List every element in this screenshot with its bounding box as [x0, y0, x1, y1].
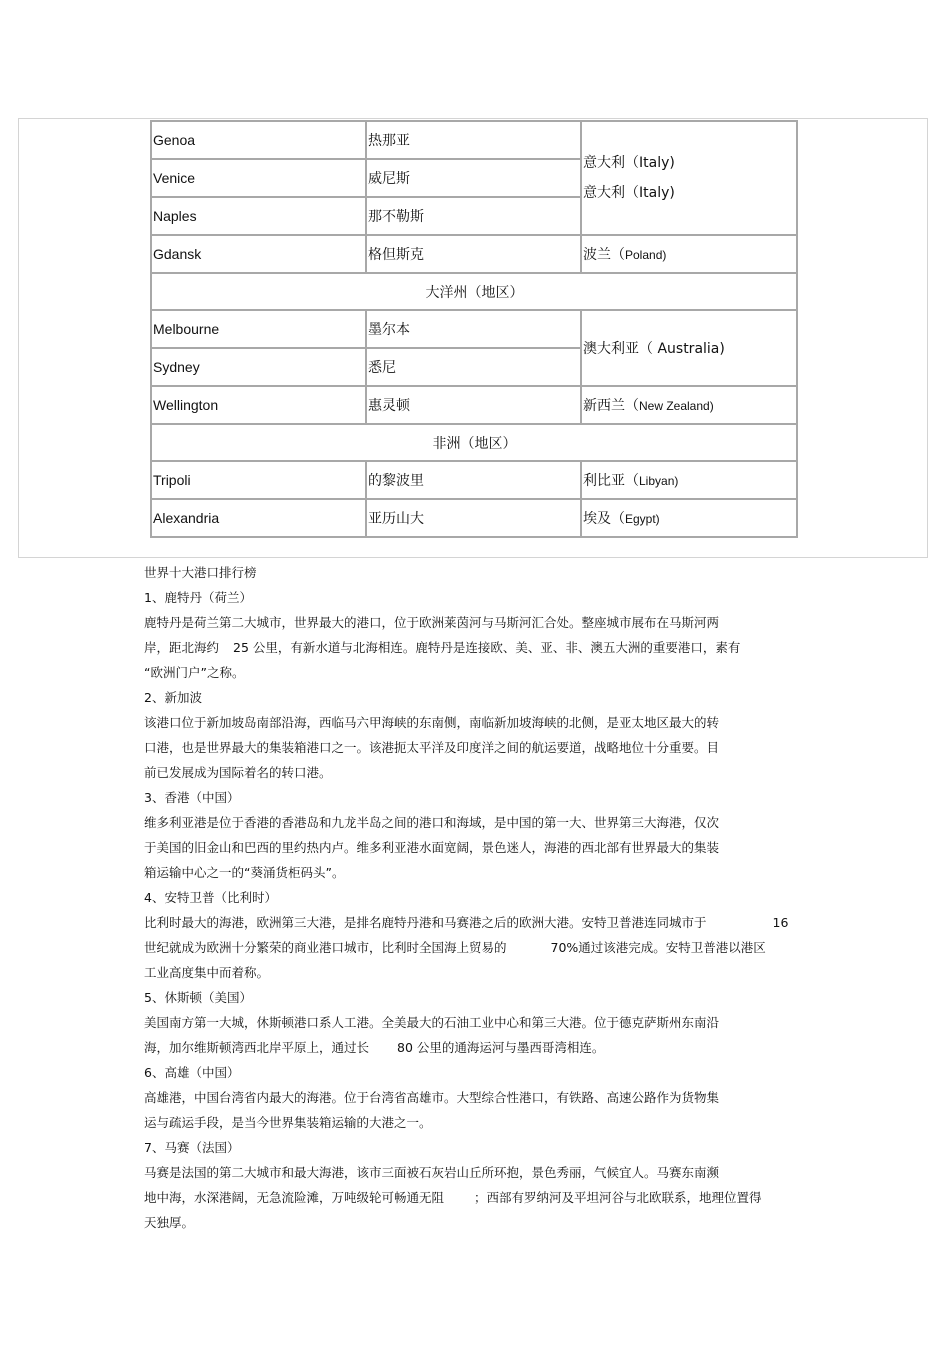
paragraph-line: 岸，距北海约 25 公里，有新水道与北海相连。鹿特丹是连接欧、美、亚、非、澳五大洲的重要港口，素有: [144, 640, 741, 655]
section-heading: 2、新加波: [144, 690, 202, 705]
paragraph-line: 口港，也是世界最大的集装箱港口之一。该港扼太平洋及印度洋之间的航运要道，战略地位十分重要。目: [144, 740, 720, 755]
table-row: [151, 310, 797, 348]
port-en: Naples: [151, 197, 366, 235]
section-heading: 1、鹿特丹（荷兰）: [144, 590, 252, 605]
paragraph-line: 维多利亚港是位于香港的香港岛和九龙半岛之间的港口和海域，是中国的第一大、世界第三大海港，仅次: [144, 815, 720, 830]
section-heading: 4、安特卫普（比利时）: [144, 890, 277, 905]
port-zh: 那不勒斯: [366, 197, 581, 235]
port-en: Wellington: [151, 386, 366, 424]
port-table: [150, 120, 798, 538]
country-label: 意大利（Italy): [583, 155, 675, 171]
paragraph-line: 世纪就成为欧洲十分繁荣的商业港口城市，比利时全国海上贸易的 70%通过该港完成。安特卫普港以港区: [144, 940, 766, 955]
table-row: [151, 386, 797, 424]
paragraph-line: 运与疏运手段，是当今世界集装箱运输的大港之一。: [144, 1115, 432, 1130]
table-row: [151, 121, 797, 159]
port-en: Melbourne: [151, 310, 366, 348]
paragraph-line: 鹿特丹是荷兰第二大城市，世界最大的港口，位于欧洲莱茵河与马斯河汇合处。整座城市展布在马斯河两: [144, 615, 720, 630]
port-zh: 悉尼: [366, 348, 581, 386]
country-label: 意大利（Italy): [583, 185, 675, 201]
table-row: [151, 461, 797, 499]
region-header: 非洲（地区）: [151, 424, 797, 461]
section-heading: 7、马赛（法国）: [144, 1140, 240, 1155]
port-en: Gdansk: [151, 235, 366, 273]
port-zh: 亚历山大: [366, 499, 581, 537]
port-zh: 的黎波里: [366, 461, 581, 499]
port-zh: 威尼斯: [366, 159, 581, 197]
port-en: Venice: [151, 159, 366, 197]
paragraph-line: 该港口位于新加坡岛南部沿海，西临马六甲海峡的东南侧，南临新加坡海峡的北侧，是亚太地区最大的转: [144, 715, 720, 730]
port-zh: 热那亚: [366, 121, 581, 159]
country-cell: 利比亚（Libyan): [581, 461, 797, 499]
port-en: Tripoli: [151, 461, 366, 499]
port-en: Sydney: [151, 348, 366, 386]
paragraph-line: “欧洲门户”之称。: [144, 665, 245, 680]
port-en: Genoa: [151, 121, 366, 159]
country-cell: 埃及（Egypt): [581, 499, 797, 537]
region-row: [151, 273, 797, 310]
section-heading: 5、休斯顿（美国）: [144, 990, 252, 1005]
region-header: 大洋州（地区）: [151, 273, 797, 310]
paragraph-line: 于美国的旧金山和巴西的里约热内卢。维多利亚港水面宽阔，景色迷人，海港的西北部有世界最大的集装: [144, 840, 720, 855]
paragraph-line: 比利时最大的海港，欧洲第三大港，是排名鹿特丹港和马赛港之后的欧洲大港。安特卫普港连同城市于 16: [144, 915, 789, 930]
paragraph-line: 工业高度集中而着称。: [144, 965, 270, 980]
region-row: [151, 424, 797, 461]
table-row: [151, 499, 797, 537]
country-cell: 波兰（Poland): [581, 235, 797, 273]
country-cell: 澳大利亚（ Australia): [581, 310, 797, 386]
article-title: 世界十大港口排行榜: [144, 565, 257, 580]
country-cell: [581, 121, 797, 235]
paragraph-line: 美国南方第一大城，休斯顿港口系人工港。全美最大的石油工业中心和第三大港。位于德克萨斯州东南沿: [144, 1015, 720, 1030]
port-en: Alexandria: [151, 499, 366, 537]
paragraph-line: 天独厚。: [144, 1215, 195, 1230]
port-zh: 格但斯克: [366, 235, 581, 273]
paragraph-line: 箱运输中心之一的“葵涌货柜码头”。: [144, 865, 345, 880]
paragraph-line: 马赛是法国的第二大城市和最大海港，该市三面被石灰岩山丘所环抱，景色秀丽，气候宜人。马赛东南濒: [144, 1165, 720, 1180]
paragraph-line: 高雄港，中国台湾省内最大的海港。位于台湾省高雄市。大型综合性港口，有铁路、高速公路作为货物集: [144, 1090, 720, 1105]
port-zh: 惠灵顿: [366, 386, 581, 424]
section-heading: 6、高雄（中国）: [144, 1065, 240, 1080]
paragraph-line: 前已发展成为国际着名的转口港。: [144, 765, 332, 780]
port-zh: 墨尔本: [366, 310, 581, 348]
section-heading: 3、香港（中国）: [144, 790, 240, 805]
table-row: [151, 235, 797, 273]
paragraph-line: 地中海，水深港阔，无急流险滩，万吨级轮可畅通无阻 ；西部有罗纳河及平坦河谷与北欧联系，地理位置得: [144, 1190, 762, 1205]
paragraph-line: 海，加尔维斯顿湾西北岸平原上，通过长 80 公里的通海运河与墨西哥湾相连。: [144, 1040, 605, 1055]
article-body: [144, 560, 824, 1235]
country-cell: 新西兰（New Zealand): [581, 386, 797, 424]
